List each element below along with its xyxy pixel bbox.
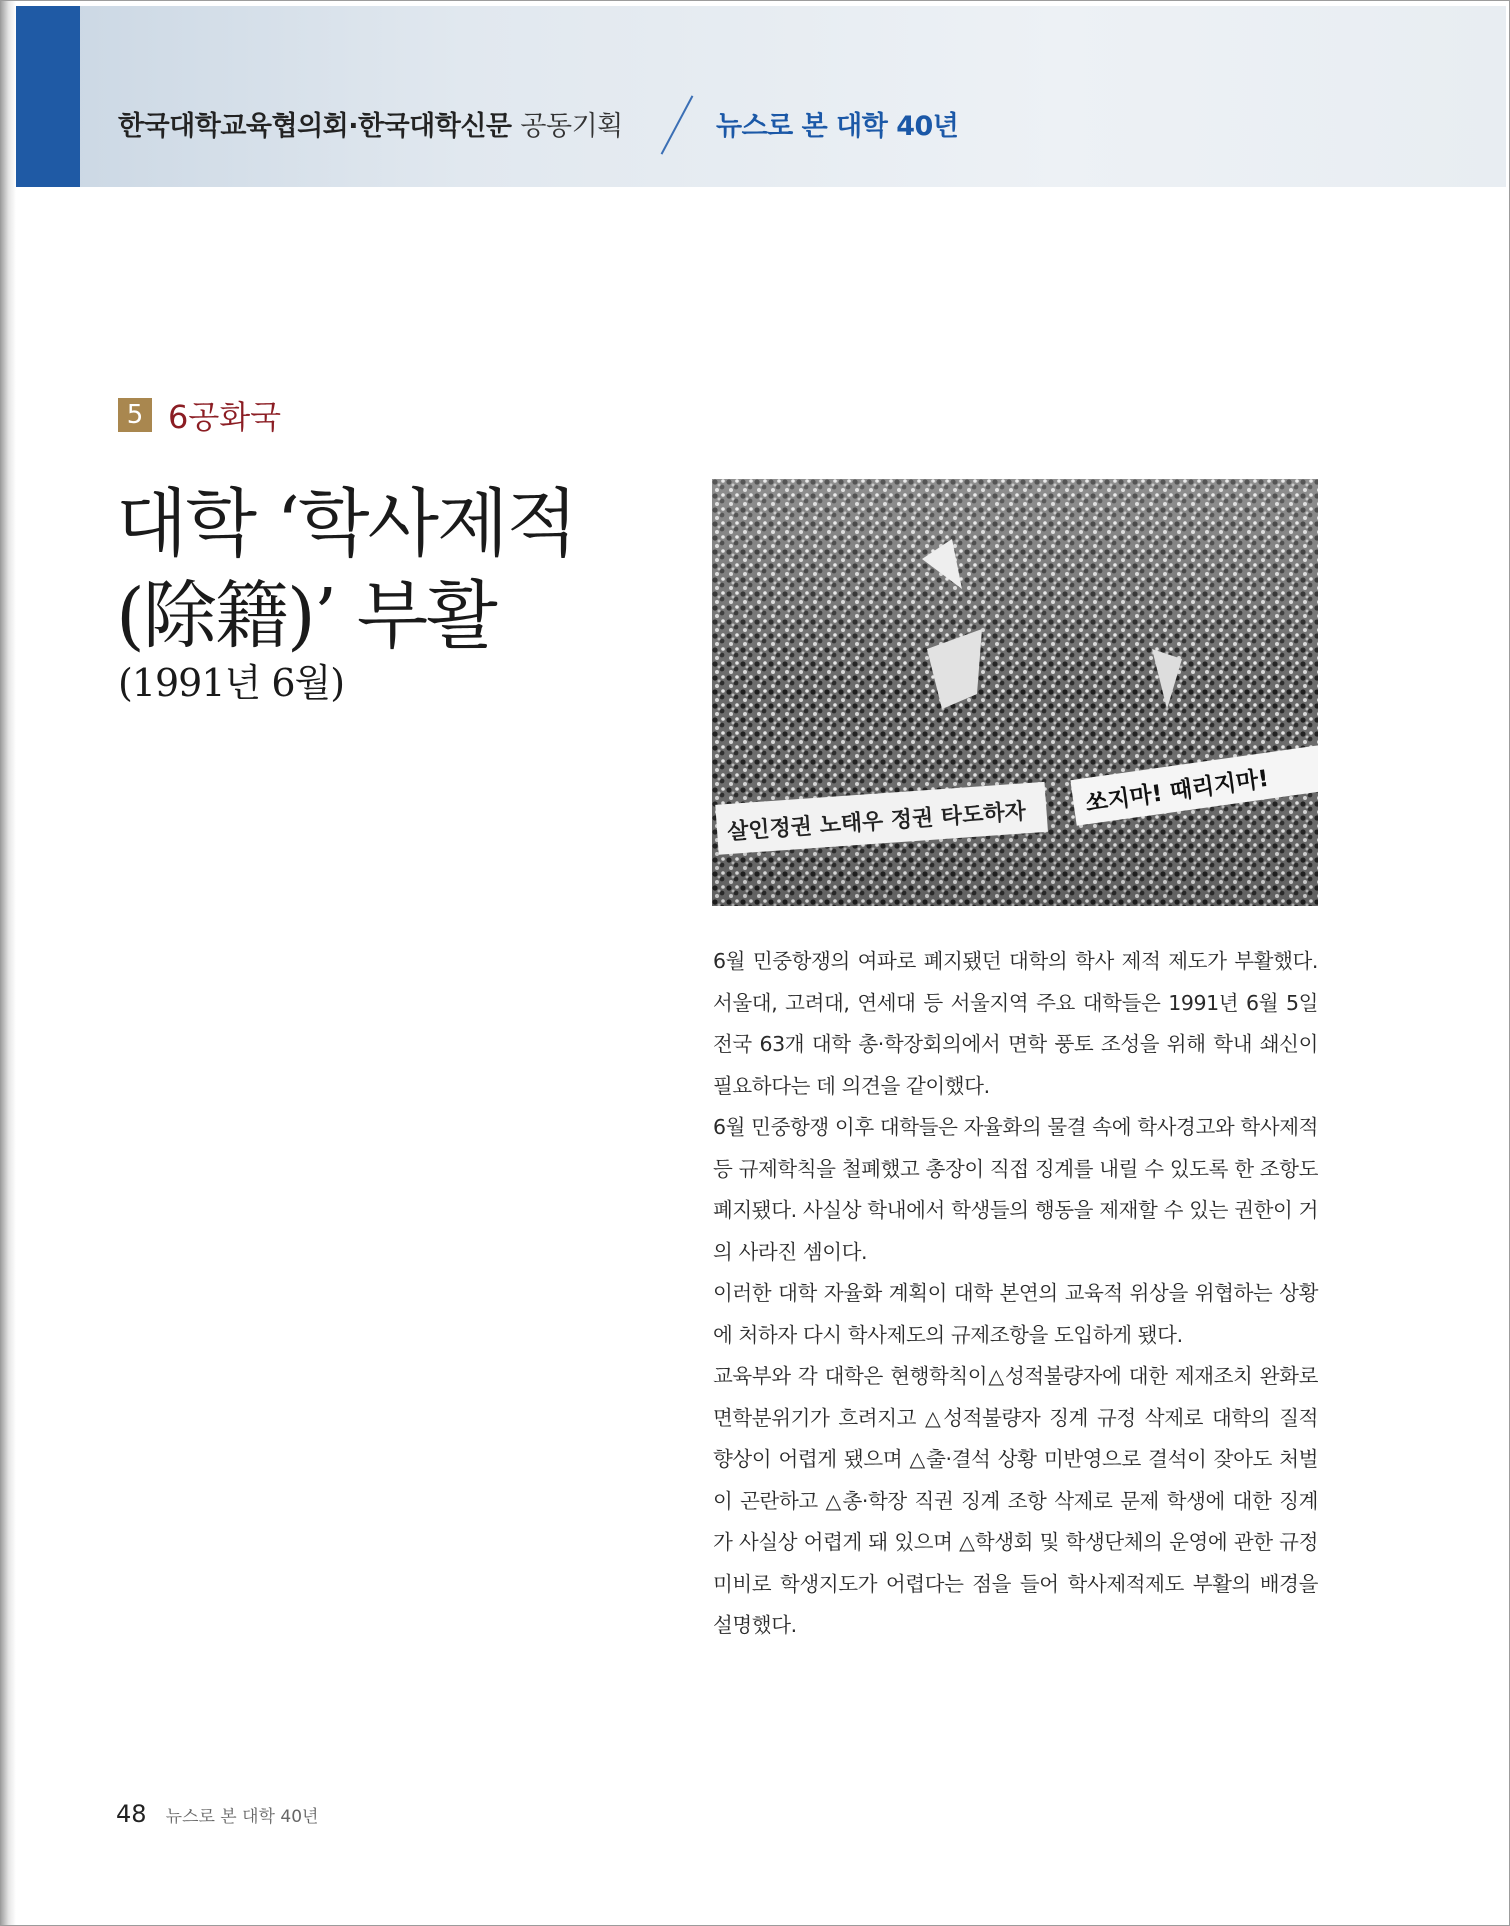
header-joint-label: 공동기획 (520, 111, 623, 142)
header-series-title: 뉴스로 본 대학 40년 (716, 111, 959, 142)
section-label: 6공화국 (168, 398, 282, 436)
article-title-line2: (除籍)’ 부활 (116, 573, 496, 659)
protest-photo (712, 479, 1318, 906)
article-date: (1991년 6월) (118, 661, 345, 705)
page-number: 48 (116, 1800, 147, 1828)
protest-photo-image (712, 479, 1318, 906)
article-paragraph: 이러한 대학 자율화 계획이 대학 본연의 교육적 위상을 위협하는 상황에 처하자 다시 학사제도의 규제조항을 도입하게 됐다. (713, 1281, 1318, 1347)
section-number-badge: 5 (118, 398, 152, 432)
article-paragraph: 6월 민중항쟁의 여파로 폐지됐던 대학의 학사 제적 제도가 부활했다. 서울대, 고려대, 연세대 등 서울지역 주요 대학들은 1991년 6월 5일 전국 63개 대학 총·학장회의에서 면학 풍토 조성을 위해 학내 쇄신이필요하다는 데 의견을 같이했다. (713, 949, 1318, 1098)
article-paragraph: 교육부와 각 대학은 현행학칙이△성적불량자에 대한 제재조치 완화로 면학분위기가 흐려지고 △성적불량자 징계 규정 삭제로 대학의 질적 향상이 어렵게 됐으며 △출·결석 상황 미반영으로 결석이 잦아도 처벌이 곤란하고 △총·학장 직권 징계 조항 삭제로 문제 학생에 대한 징계가 사실상 어렵게 돼 있으며 △학생회 및 학생단체의 운영에 관한 규정미비로 학생지도가 어렵다는 점을 들어 학사제적제도 부활의 배경을 설명했다. (713, 1364, 1318, 1637)
page-footer (116, 1800, 318, 1828)
header-organizers (118, 104, 623, 143)
article-title (116, 478, 636, 662)
header-band (16, 6, 1506, 187)
section-tag (118, 396, 281, 434)
footer-publication: 뉴스로 본 대학 40년 (165, 1807, 319, 1827)
header-accent-bar (16, 6, 80, 187)
article-paragraph: 6월 민중항쟁 이후 대학들은 자율화의 물결 속에 학사경고와 학사제적 등 규제학칙을 철폐했고 총장이 직접 징계를 내릴 수 있도록 한 조항도 폐지됐다. 사실상 학내에서 학생들의 행동을 제재할 수 있는 권한이 거의 사라진 셈이다. (713, 1115, 1318, 1264)
article-body (713, 941, 1318, 1647)
photo-banner-right: 쏘지마! 때리지마! (1084, 765, 1271, 818)
header-organizers-label: 한국대학교육협의회·한국대학신문 (118, 111, 512, 142)
article-title-line1: 대학 ‘학사제적 (116, 481, 576, 567)
photo-banner-left: 살인정권 노태우 정권 타도하자 (726, 799, 1027, 846)
